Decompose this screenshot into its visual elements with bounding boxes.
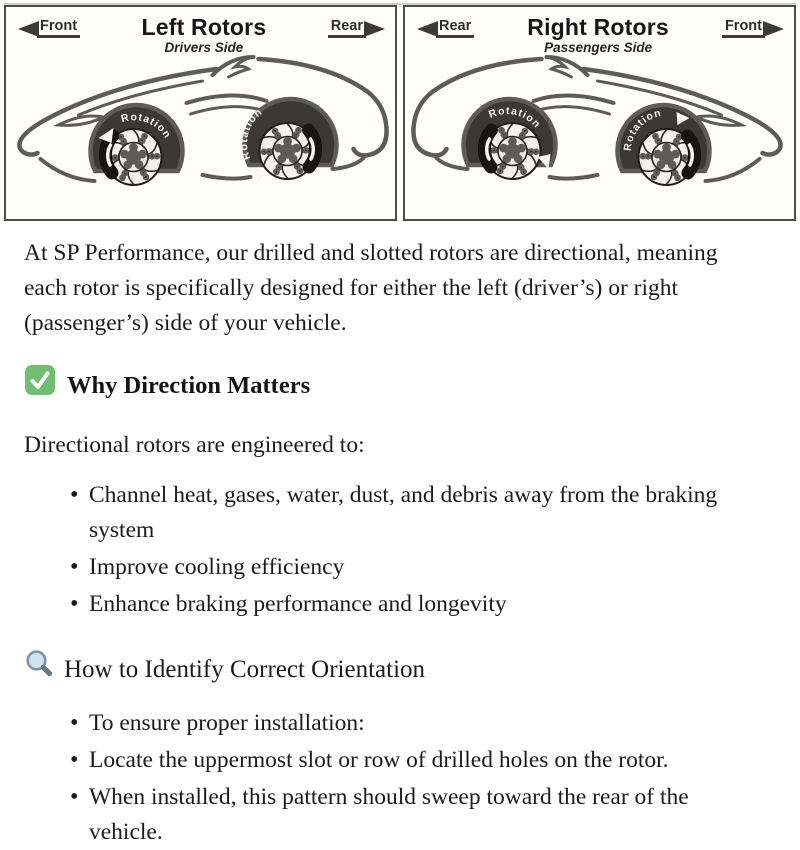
identify-orientation-list bbox=[24, 706, 758, 850]
arrow-right-icon bbox=[763, 21, 784, 37]
rotation-label: Rotation bbox=[119, 111, 174, 142]
list-item-text: Enhance braking performance and longevity bbox=[89, 591, 507, 617]
right-panel-titles bbox=[474, 15, 722, 55]
right-rotors-panel bbox=[403, 5, 796, 221]
heading-text: Why Direction Matters bbox=[67, 371, 311, 399]
check-icon bbox=[24, 364, 56, 406]
front-direction bbox=[722, 19, 784, 38]
lead-paragraph: Directional rotors are engineered to: bbox=[24, 432, 365, 458]
panel-subtitle: Passengers Side bbox=[544, 40, 653, 56]
left-panel-titles bbox=[80, 15, 328, 55]
rotation-label: Rotation bbox=[237, 105, 266, 162]
intro-paragraph: At SP Performance, our drilled and slotted rotors are directional, meaning each rotor is specifically designed for either the left (driver’s) or right (passenger’s) side of your vehicle. bbox=[24, 240, 718, 336]
list-item-text: Improve cooling efficiency bbox=[89, 554, 345, 580]
list-item bbox=[70, 550, 757, 585]
list-item-text: To ensure proper installation: bbox=[89, 710, 365, 736]
rear-direction bbox=[328, 19, 385, 38]
why-direction-list bbox=[24, 478, 758, 622]
right-panel-header bbox=[405, 7, 794, 55]
direction-label: Rear bbox=[436, 19, 474, 38]
article-body bbox=[0, 236, 800, 850]
list-item-text: When installed, this pattern should sweep toward the rear of the vehicle. bbox=[89, 784, 689, 845]
arrow-right-icon bbox=[364, 21, 385, 37]
rotor-direction-diagram bbox=[4, 3, 796, 221]
rotation-arrow-icon bbox=[254, 168, 268, 182]
car-illustration-right-side bbox=[405, 55, 794, 207]
rear-direction bbox=[417, 19, 474, 38]
list-item bbox=[70, 743, 758, 778]
car-illustration-left-side bbox=[6, 55, 395, 207]
identify-orientation-heading bbox=[24, 649, 758, 689]
list-item bbox=[70, 587, 757, 622]
rotation-label: Rotation bbox=[486, 105, 544, 131]
list-item-text: Locate the uppermost slot or row of drilled holes on the rotor. bbox=[89, 747, 669, 773]
list-item bbox=[70, 780, 758, 850]
rotation-label: Rotation bbox=[621, 107, 663, 152]
panel-subtitle: Drivers Side bbox=[164, 40, 244, 56]
left-rotors-panel bbox=[4, 5, 397, 221]
direction-label: Front bbox=[722, 19, 765, 38]
list-item-text: Channel heat, gases, water, dust, and debris away from the braking system bbox=[89, 482, 718, 543]
direction-label: Front bbox=[37, 19, 80, 38]
panel-title: Left Rotors bbox=[141, 14, 267, 40]
list-item bbox=[70, 478, 757, 548]
magnifier-icon bbox=[24, 649, 54, 689]
front-direction bbox=[18, 19, 80, 38]
panel-title: Right Rotors bbox=[527, 14, 669, 40]
arrow-left-icon bbox=[18, 21, 39, 37]
left-panel-header bbox=[6, 7, 395, 55]
arrow-left-icon bbox=[417, 21, 438, 37]
heading-text: How to Identify Correct Orientation bbox=[64, 655, 426, 683]
why-direction-heading bbox=[24, 364, 758, 406]
direction-label: Rear bbox=[328, 19, 366, 38]
list-item bbox=[70, 706, 758, 741]
